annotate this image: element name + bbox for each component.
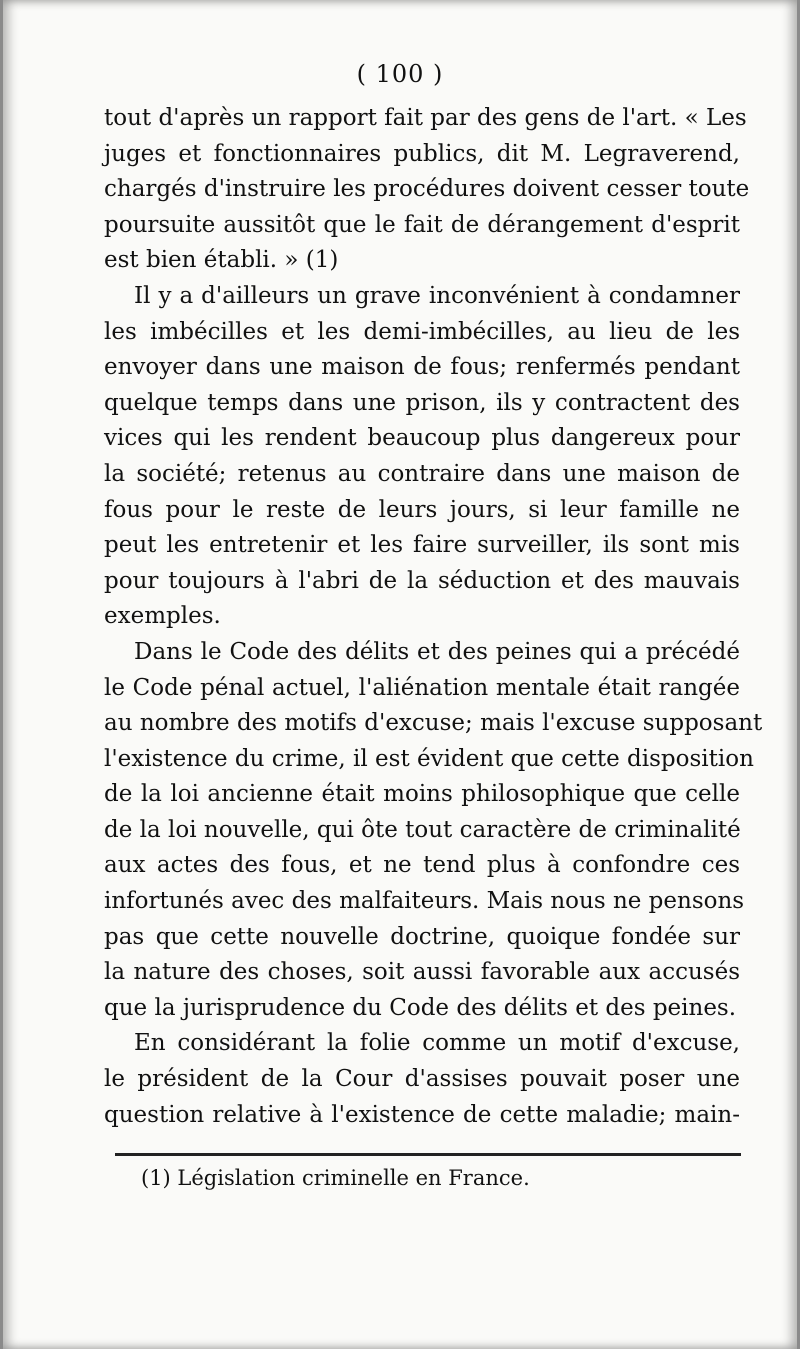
text-line: la société; retenus au contraire dans une maison de: [104, 460, 740, 487]
body-text: [104, 101, 763, 1133]
text-line: chargés d'instruire les procédures doivent cesser toute: [104, 176, 750, 203]
text-line: le Code pénal actuel, l'aliénation mentale était rangée: [104, 674, 740, 701]
text-line: que la jurisprudence du Code des délits et des peines.: [104, 994, 737, 1021]
footnote-rule: [115, 1153, 741, 1156]
book-page: [3, 0, 797, 1349]
text-line: l'existence du crime, il est évident que cette disposition: [104, 745, 754, 772]
text-line: quelque temps dans une prison, ils y contractent des: [104, 389, 740, 416]
text-line: est bien établi. » (1): [104, 247, 339, 274]
page-number: ( 100 ): [356, 60, 444, 88]
text-line: les imbécilles et les demi-imbécilles, au lieu de les: [104, 318, 740, 345]
text-line: juges et fonctionnaires publics, dit M. Legraverend,: [104, 140, 740, 167]
text-line: de la loi nouvelle, qui ôte tout caractère de criminalité: [104, 816, 741, 843]
text-line: poursuite aussitôt que le fait de dérangement d'esprit: [104, 211, 740, 238]
text-line: peut les entretenir et les faire surveiller, ils sont mis: [104, 532, 740, 559]
text-line: le président de la Cour d'assises pouvait poser une: [104, 1066, 740, 1093]
text-line: tout d'après un rapport fait par des gens de l'art. « Les: [104, 105, 747, 131]
text-line: fous pour le reste de leurs jours, si leur famille ne: [104, 496, 740, 523]
text-line: question relative à l'existence de cette maladie; main-: [104, 1101, 740, 1128]
text-line: exemples.: [104, 603, 221, 630]
text-line: vices qui les rendent beaucoup plus dangereux pour: [104, 425, 740, 452]
text-line: envoyer dans une maison de fous; renfermés pendant: [104, 354, 740, 381]
text-line: aux actes des fous, et ne tend plus à confondre ces: [104, 852, 740, 879]
text-line: infortunés avec des malfaiteurs. Mais nous ne pensons: [104, 888, 745, 915]
text-line: pas que cette nouvelle doctrine, quoique fondée sur: [104, 923, 740, 950]
footnote: (1) Législation criminelle en France.: [141, 1166, 530, 1190]
text-line: En considérant la folie comme un motif d'excuse,: [134, 1030, 740, 1057]
text-line: Dans le Code des délits et des peines qui a précédé: [134, 638, 740, 665]
text-line: de la loi ancienne était moins philosophique que celle: [104, 781, 740, 808]
text-line: pour toujours à l'abri de la séduction et des mauvais: [104, 567, 740, 594]
text-line: la nature des choses, soit aussi favorable aux accusés: [104, 959, 740, 986]
text-line: Il y a d'ailleurs un grave inconvénient à condamner: [134, 282, 740, 309]
text-line: au nombre des motifs d'excuse; mais l'excuse supposant: [104, 710, 763, 737]
